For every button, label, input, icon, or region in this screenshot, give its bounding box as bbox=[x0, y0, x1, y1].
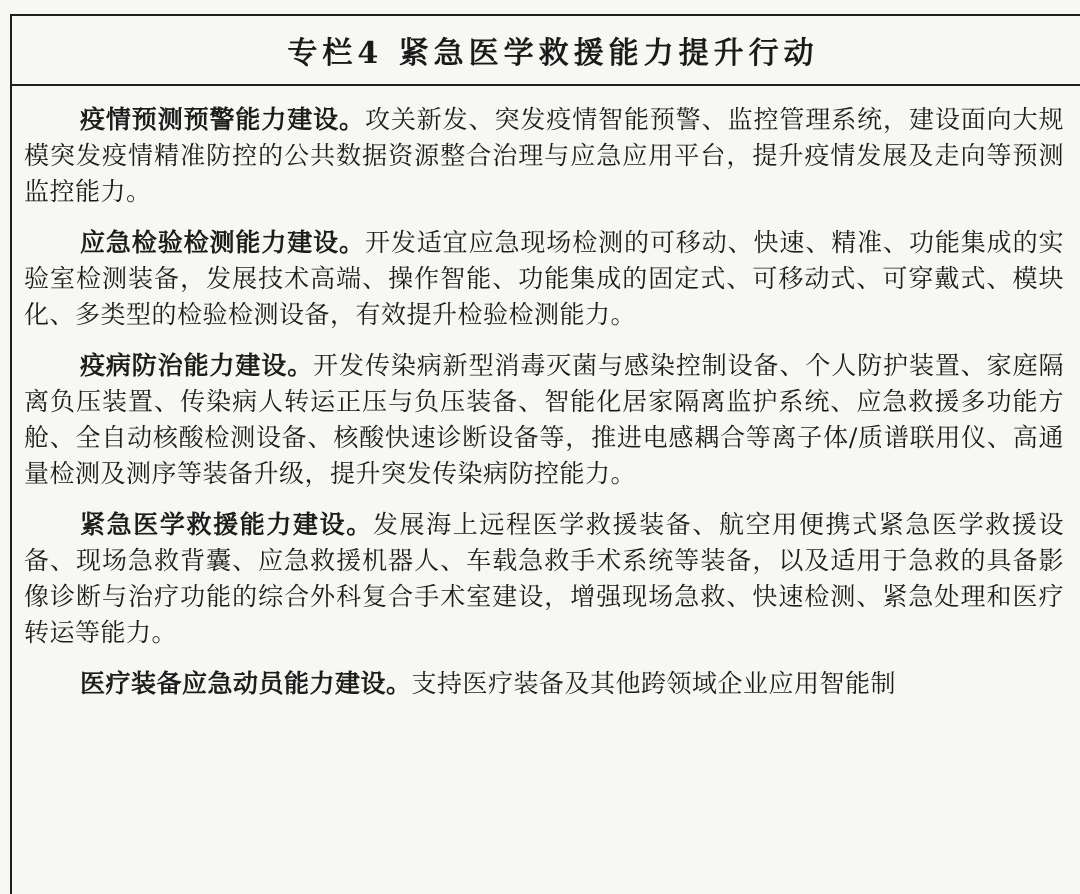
paragraph-heading: 紧急医学救援能力建设。 bbox=[80, 510, 373, 539]
column-content bbox=[12, 86, 1080, 702]
paragraph-body: 发展海上远程医学救援装备、航空用便携式紧急医学救援设备、现场急救背囊、应急救援机器人、车载急救手术系统等装备，以及适用于急救的具备影像诊断与治疗功能的综合外科复合手术室建设，增强现场急救、快速检测、紧急处理和医疗转运等能力。 bbox=[24, 510, 1064, 647]
paragraph-equipment-mobilization bbox=[24, 666, 1064, 702]
paragraph-epidemic-forecast bbox=[24, 102, 1064, 210]
paragraph-heading: 疫病防治能力建设。 bbox=[80, 351, 314, 380]
paragraph-heading: 医疗装备应急动员能力建设。 bbox=[80, 669, 412, 698]
paragraph-body: 开发传染病新型消毒灭菌与感染控制设备、个人防护装置、家庭隔离负压装置、传染病人转运正压与负压装备、智能化居家隔离监护系统、应急救援多功能方舱、全自动核酸检测设备、核酸快速诊断设备等，推进电感耦合等离子体/质谱联用仪、高通量检测及测序等装备升级，提升突发传染病防控能力。 bbox=[24, 351, 1064, 488]
column-title: 专栏4 紧急医学救援能力提升行动 bbox=[287, 36, 819, 71]
paragraph-medical-rescue bbox=[24, 507, 1064, 651]
paragraph-emergency-testing bbox=[24, 225, 1064, 333]
title-row bbox=[12, 16, 1080, 86]
paragraph-heading: 疫情预测预警能力建设。 bbox=[80, 105, 365, 134]
paragraph-heading: 应急检验检测能力建设。 bbox=[80, 228, 365, 257]
paragraph-body: 攻关新发、突发疫情智能预警、监控管理系统，建设面向大规模突发疫情精准防控的公共数据资源整合治理与应急应用平台，提升疫情发展及走向等预测监控能力。 bbox=[24, 105, 1064, 206]
column-box bbox=[10, 14, 1080, 894]
paragraph-body: 支持医疗装备及其他跨领域企业应用智能制 bbox=[411, 669, 897, 698]
paragraph-disease-control bbox=[24, 348, 1064, 492]
paragraph-body: 开发适宜应急现场检测的可移动、快速、精准、功能集成的实验室检测装备，发展技术高端、操作智能、功能集成的固定式、可移动式、可穿戴式、模块化、多类型的检验检测设备，有效提升检验检测能力。 bbox=[24, 228, 1064, 329]
